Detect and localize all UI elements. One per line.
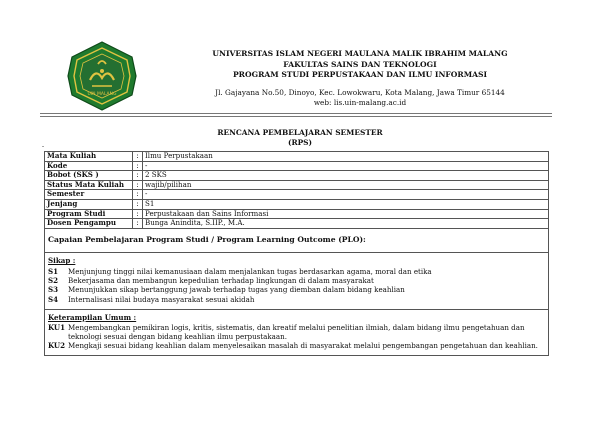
item-code: KU1 [48, 323, 66, 333]
info-label: Jenjang [45, 199, 133, 209]
info-label: Program Studi [45, 209, 133, 219]
item-text: Menunjukkan sikap bertanggung jawab terhadap tugas yang diemban dalam bidang keahlian [68, 285, 405, 295]
keterampilan-heading: Keterampilan Umum : [48, 312, 137, 322]
item-code: S3 [48, 285, 59, 295]
info-row-status [45, 180, 549, 190]
item-code: S4 [48, 294, 59, 304]
item-text: Mengembangkan pemikiran logis, kritis, sistematis, dan kreatif melalui penelitian ilmiah, dalam bidang ilmu pengetahuan dan teknologi sesuai dengan bidang keahlian ilmu perpustakaan. [68, 323, 525, 341]
keterampilan-section [45, 309, 549, 356]
list-item [48, 286, 545, 295]
sikap-section [45, 253, 549, 309]
info-row-program-studi [45, 209, 549, 219]
info-value: S1 [143, 199, 549, 209]
list-item [48, 324, 545, 341]
item-text: Mengkaji sesuai bidang keahlian dalam menyelesaikan masalah di masyarakat melalui pengembangan pengetahuan dan keahlian. [68, 341, 538, 351]
list-item [48, 296, 545, 305]
university-logo [66, 40, 138, 112]
plo-heading: Capaian Pembelajaran Program Studi / Program Learning Outcome (PLO): [45, 228, 549, 253]
item-code: KU2 [48, 341, 66, 351]
info-separator: : [133, 219, 143, 229]
header-rule-top [40, 113, 552, 114]
item-text: Internalisasi nilai budaya masyarakat sesuai akidah [68, 294, 255, 304]
document-title-block [0, 128, 600, 149]
info-label: Status Mata Kuliah [45, 180, 133, 190]
plo-heading-row [45, 228, 549, 253]
university-name: UNIVERSITAS ISLAM NEGERI MAULANA MALIK IBRAHIM MALANG [212, 49, 508, 58]
item-code: S1 [48, 266, 59, 276]
institution-address-block [160, 88, 560, 108]
document-title: RENCANA PEMBELAJARAN SEMESTER [217, 128, 383, 137]
info-label: Semester [45, 190, 133, 200]
item-text: Bekerjasama dan membangun kepedulian terhadap lingkungan di dalam masyarakat [68, 276, 374, 286]
info-separator: : [133, 152, 143, 162]
info-separator: : [133, 209, 143, 219]
logo-text: UIN MALANG [87, 92, 117, 97]
item-text: Menjunjung tinggi nilai kemanusiaan dalam menjalankan tugas berdasarkan agama, moral dan etika [68, 266, 432, 276]
info-value: 2 SKS [143, 171, 549, 181]
document-subtitle: (RPS) [287, 138, 313, 148]
address-line: Jl. Gajayana No.50, Dinoyo, Kec. Lowokwaru, Kota Malang, Jawa Timur 65144 [215, 88, 505, 97]
institution-header [160, 49, 560, 81]
info-value: - [143, 190, 549, 200]
info-row-dosen [45, 219, 549, 229]
info-separator: : [133, 161, 143, 171]
info-row-semester [45, 190, 549, 200]
info-value: wajib/pilihan [143, 180, 549, 190]
info-value: Perpustakaan dan Sains Informasi [143, 209, 549, 219]
info-separator: : [133, 171, 143, 181]
info-row-bobot [45, 171, 549, 181]
info-separator: : [133, 199, 143, 209]
info-label: Mata Kuliah [45, 152, 133, 162]
info-label: Bobot (SKS ) [45, 171, 133, 181]
info-label: Kode [45, 161, 133, 171]
info-row-mata-kuliah [45, 152, 549, 162]
rps-table [44, 151, 549, 356]
list-item [48, 342, 545, 351]
info-value: Bunga Anindita, S.IIP., M.A. [143, 219, 549, 229]
info-value: - [143, 161, 549, 171]
header-rule-bottom [40, 116, 552, 117]
sikap-row [45, 253, 549, 309]
info-separator: : [133, 190, 143, 200]
keterampilan-row [45, 309, 549, 356]
info-row-kode [45, 161, 549, 171]
info-row-jenjang [45, 199, 549, 209]
website-line: web: lis.uin-malang.ac.id [313, 98, 407, 108]
sikap-heading: Sikap : [48, 256, 76, 266]
info-value: Ilmu Perpustakaan [143, 152, 549, 162]
item-code: S2 [48, 276, 59, 286]
info-separator: : [133, 180, 143, 190]
info-label: Dosen Pengampu [45, 219, 133, 229]
program-name: PROGRAM STUDI PERPUSTAKAAN DAN ILMU INFORMASI [232, 70, 488, 80]
faculty-name: FAKULTAS SAINS DAN TEKNOLOGI [283, 59, 437, 69]
dash-mark: - [42, 143, 45, 150]
